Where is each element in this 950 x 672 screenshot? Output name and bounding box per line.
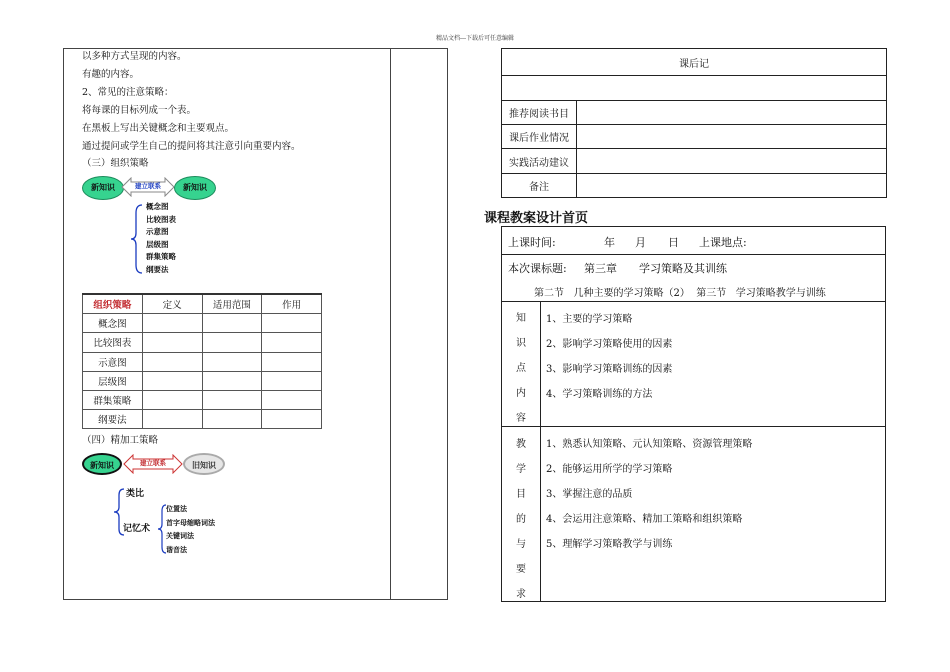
old-knowledge-node: 旧知识 — [183, 453, 225, 475]
row-label: 推荐阅读书目 — [502, 101, 577, 125]
topic-chapter: 第三章 — [584, 262, 617, 275]
knowledge-item: 4、学习策略训练的方法 — [546, 389, 653, 400]
topic-sub: 第二节 几种主要的学习策略（2） 第三节 学习策略教学与训练 — [534, 288, 826, 299]
after-class-title: 课后记 — [502, 49, 887, 76]
text-line: 以多种方式呈现的内容。 — [82, 51, 187, 62]
text-line: 有趣的内容。 — [82, 69, 140, 80]
month-label: 月 — [635, 236, 646, 249]
table-row — [502, 149, 887, 174]
page-header: 精品文档---下载后可任意编辑 — [435, 35, 515, 42]
class-time-label: 上课时间: — [508, 236, 556, 249]
table-row — [83, 314, 322, 333]
list-item: 示意图 — [146, 227, 169, 236]
vertical-label-char: 容 — [516, 413, 526, 424]
knowledge-item: 3、影响学习策略训练的因素 — [546, 364, 673, 375]
link-label: 建立联系 — [135, 182, 161, 190]
year-label: 年 — [604, 236, 615, 249]
row-label: 实践活动建议 — [502, 149, 577, 174]
table-row — [83, 352, 322, 371]
list-item: 首字母缩略词法 — [166, 518, 215, 527]
knowledge-item: 2、影响学习策略使用的因素 — [546, 339, 673, 350]
brace-icon — [130, 203, 144, 275]
table-header: 作用 — [262, 294, 322, 314]
page-title: 课程教案设计首页 — [484, 211, 589, 226]
table-cell: 层级图 — [83, 371, 143, 390]
list-item: 关键词法 — [166, 532, 194, 540]
list-item: 概念图 — [146, 202, 169, 211]
strategy-table — [82, 293, 322, 429]
text-line: 通过提问或学生自己的提问将其注意引向重要内容。 — [82, 141, 301, 152]
knowledge-item: 1、主要的学习策略 — [546, 314, 633, 325]
after-class-table — [501, 48, 887, 198]
goal-item: 1、熟悉认知策略、元认知策略、资源管理策略 — [546, 439, 753, 450]
goal-item: 3、掌握注意的品质 — [546, 489, 633, 500]
new-knowledge-node: 新知识 — [82, 176, 124, 200]
table-row — [502, 101, 887, 125]
list-item: 纲要法 — [146, 264, 169, 274]
class-location-label: 上课地点: — [699, 236, 747, 249]
table-row — [83, 333, 322, 352]
analogy-label: 类比 — [126, 489, 145, 499]
lesson-plan-frame — [501, 226, 886, 602]
list-item: 层级图 — [146, 239, 169, 249]
vertical-label-char: 的 — [516, 514, 526, 525]
table-cell: 群集策略 — [83, 390, 143, 409]
text-line: 将每课的目标列成一个表。 — [82, 105, 197, 116]
table-row — [83, 410, 322, 429]
table-header-row — [83, 294, 322, 314]
vertical-label-char: 教 — [516, 439, 526, 450]
table-cell: 纲要法 — [83, 410, 143, 429]
vertical-label-char: 与 — [516, 539, 526, 550]
goal-item: 4、会运用注意策略、精加工策略和组织策略 — [546, 514, 743, 525]
table-row — [83, 371, 322, 390]
link-label: 建立联系 — [140, 459, 166, 467]
vertical-label-char: 要 — [516, 564, 526, 575]
row-label: 课后作业情况 — [502, 125, 577, 149]
new-knowledge-node: 新知识 — [82, 453, 122, 475]
text-line: 在黑板上写出关键概念和主要观点。 — [82, 123, 235, 134]
table-header: 适用范围 — [202, 294, 262, 314]
list-item: 比较图表 — [146, 214, 176, 224]
table-row — [502, 174, 887, 198]
list-item: 位置法 — [166, 505, 187, 513]
table-cell: 示意图 — [83, 352, 143, 371]
mnemonic-label: 记忆术 — [123, 524, 151, 534]
text-line: 2、常见的注意策略： — [82, 87, 174, 98]
mnemonic-list — [166, 503, 215, 557]
day-label: 日 — [668, 236, 679, 249]
table-row — [502, 125, 887, 149]
vertical-label-char: 目 — [516, 489, 526, 500]
list-item: 谐音法 — [166, 545, 187, 554]
section-title-elaborate: （四）精加工策略 — [82, 435, 159, 446]
goal-item: 5、理解学习策略教学与训练 — [546, 539, 673, 550]
vertical-label-char: 内 — [516, 388, 526, 399]
org-strategy-list — [146, 201, 176, 276]
row-label: 备注 — [502, 174, 577, 198]
vertical-label-char: 识 — [516, 338, 526, 349]
goal-item: 2、能够运用所学的学习策略 — [546, 464, 673, 475]
topic-main: 学习策略及其训练 — [639, 262, 727, 275]
list-item: 群集策略 — [146, 252, 176, 261]
vertical-label-char: 知 — [516, 313, 526, 324]
vertical-label-char: 点 — [516, 363, 526, 374]
vertical-label-char: 求 — [516, 589, 526, 600]
table-cell: 概念图 — [83, 314, 143, 333]
table-row — [83, 390, 322, 409]
table-cell: 比较图表 — [83, 333, 143, 352]
table-header: 定义 — [142, 294, 202, 314]
vertical-label-char: 学 — [516, 464, 526, 475]
topic-label: 本次课标题: — [508, 262, 567, 275]
new-knowledge-node: 新知识 — [174, 176, 216, 200]
section-title-organize: （三）组织策略 — [82, 158, 149, 169]
table-header: 组织策略 — [83, 294, 143, 314]
